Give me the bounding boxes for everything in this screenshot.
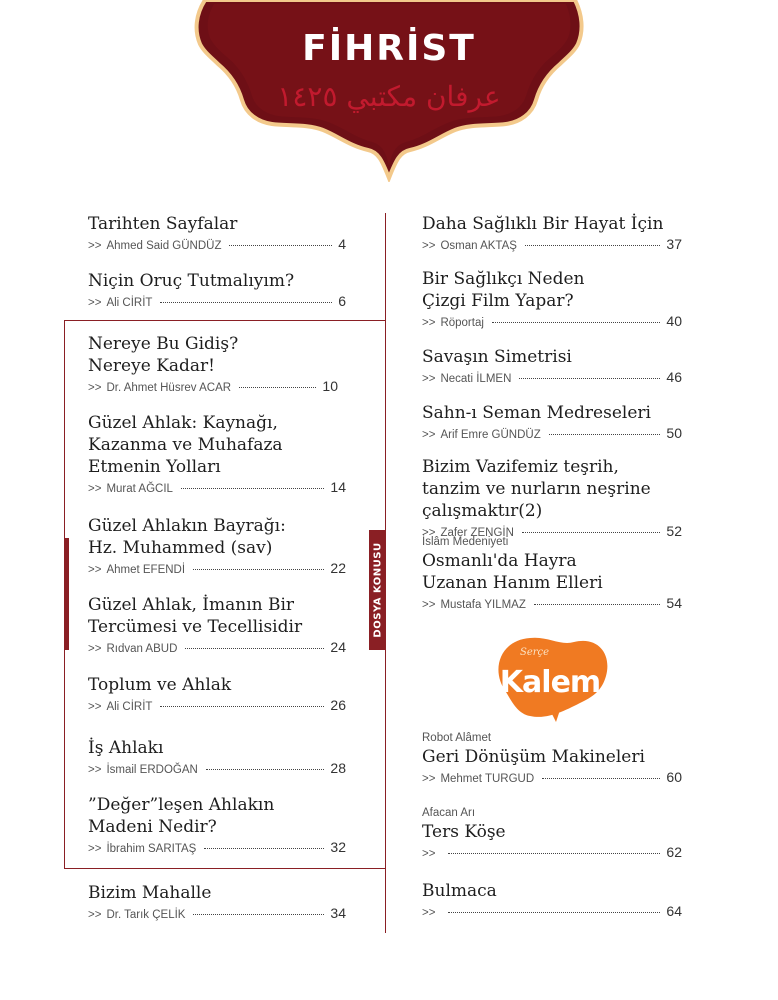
entry-title: Niçin Oruç Tutmalıyım? xyxy=(88,271,295,291)
dot-leader xyxy=(193,569,324,570)
arrow-marker: >> xyxy=(88,483,102,495)
entry-author: Osman AKTAŞ xyxy=(440,240,517,252)
dot-leader xyxy=(525,245,661,246)
entry-page: 46 xyxy=(666,369,682,385)
toc-entry[interactable] xyxy=(88,882,346,923)
dot-leader xyxy=(206,769,325,770)
dot-leader xyxy=(204,848,324,849)
toc-entry[interactable] xyxy=(88,794,346,857)
kalem-logo-text: Kalem xyxy=(499,665,601,700)
toc-entry[interactable] xyxy=(88,333,338,396)
toc-entry[interactable] xyxy=(88,674,346,715)
entry-category: Afacan Arı xyxy=(422,807,476,819)
entry-page: 37 xyxy=(666,236,682,252)
toc-entry[interactable] xyxy=(88,594,346,657)
entry-author: Zafer ZENGİN xyxy=(440,527,514,539)
entry-page: 50 xyxy=(666,425,682,441)
dot-leader xyxy=(492,322,661,323)
entry-author: Mustafa YILMAZ xyxy=(440,599,526,611)
dot-leader xyxy=(160,706,324,707)
toc-entry[interactable] xyxy=(422,213,682,254)
entry-page: 34 xyxy=(330,905,346,921)
dot-leader xyxy=(448,912,660,913)
entry-author: Ahmet EFENDİ xyxy=(106,564,186,576)
entry-page: 54 xyxy=(666,595,682,611)
arrow-marker: >> xyxy=(422,848,436,860)
arrow-marker: >> xyxy=(422,317,436,329)
page-title: FİHRİST xyxy=(302,28,476,69)
toc-entry[interactable] xyxy=(88,270,346,311)
entry-title: Toplum ve Ahlak xyxy=(88,675,232,695)
entry-title: Ters Köşe xyxy=(422,822,506,842)
entry-author: İsmail ERDOĞAN xyxy=(106,764,198,776)
frame-bottom-line xyxy=(64,868,386,869)
entry-page: 32 xyxy=(330,839,346,855)
toc-entry[interactable] xyxy=(422,346,682,387)
entry-title: Bizim Mahalle xyxy=(88,883,212,903)
logo-calligraphy: عرفان مكتبي ١٤٢٥ xyxy=(277,80,501,113)
entry-title: Güzel Ahlakın Bayrağı: Hz. Muhammed (sav) xyxy=(88,516,286,558)
arrow-marker: >> xyxy=(88,240,102,252)
arrow-marker: >> xyxy=(422,240,436,252)
entry-author: Murat AĞCIL xyxy=(106,483,173,495)
entry-title: ”Değer”leşen Ahlakın Madeni Nedir? xyxy=(88,795,275,837)
entry-title: Bizim Vazifemiz teşrih, tanzim ve nurların neşrine çalışmaktır(2) xyxy=(422,457,651,521)
arrow-marker: >> xyxy=(88,701,102,713)
arrow-marker: >> xyxy=(422,373,436,385)
entry-page: 60 xyxy=(666,769,682,785)
entry-category: İslâm Medeniyeti xyxy=(422,536,509,548)
dot-leader xyxy=(534,604,661,605)
entry-page: 52 xyxy=(666,523,682,539)
entry-author: Dr. Ahmet Hüsrev ACAR xyxy=(106,382,232,394)
arrow-marker: >> xyxy=(88,764,102,776)
entry-page: 40 xyxy=(666,313,682,329)
entry-author: Rıdvan ABUD xyxy=(106,643,178,655)
dot-leader xyxy=(193,914,324,915)
entry-author: Necati İLMEN xyxy=(440,373,512,385)
entry-page: 14 xyxy=(330,479,346,495)
dot-leader xyxy=(160,302,332,303)
entry-page: 22 xyxy=(330,560,346,576)
entry-title: Savaşın Simetrisi xyxy=(422,347,572,367)
entry-title: Nereye Bu Gidiş? Nereye Kadar! xyxy=(88,334,239,376)
entry-author: Ali CİRİT xyxy=(106,701,153,713)
dot-leader xyxy=(522,532,661,533)
entry-title: Sahn-ı Seman Medreseleri xyxy=(422,403,651,423)
dot-leader xyxy=(239,387,316,388)
entry-author: Mehmet TURGUD xyxy=(440,773,535,785)
kalem-logo-small-text: Serçe xyxy=(520,647,550,658)
toc-entry[interactable] xyxy=(422,536,682,613)
toc-entry[interactable] xyxy=(422,732,682,787)
arrow-marker: >> xyxy=(422,527,436,539)
entry-title: Osmanlı'da Hayra Uzanan Hanım Elleri xyxy=(422,551,603,593)
dot-leader xyxy=(542,778,660,779)
dot-leader xyxy=(229,245,332,246)
dot-leader xyxy=(181,488,325,489)
entry-page: 10 xyxy=(322,378,338,394)
arrow-marker: >> xyxy=(88,909,102,921)
toc-entry[interactable] xyxy=(422,402,682,443)
dossier-label: DOSYA KONUSU xyxy=(372,542,383,638)
arrow-marker: >> xyxy=(88,843,102,855)
toc-entry[interactable] xyxy=(422,880,682,921)
entry-author: İbrahim SARITAŞ xyxy=(106,843,197,855)
dot-leader xyxy=(549,434,661,435)
entry-title: Geri Dönüşüm Makineleri xyxy=(422,747,645,767)
frame-top-line xyxy=(64,320,386,321)
toc-entry[interactable] xyxy=(88,515,346,578)
entry-page: 64 xyxy=(666,903,682,919)
dot-leader xyxy=(448,853,660,854)
toc-entry[interactable] xyxy=(88,737,346,778)
entry-page: 6 xyxy=(338,293,346,309)
toc-entry[interactable] xyxy=(422,268,682,331)
entry-title: Güzel Ahlak: Kaynağı, Kazanma ve Muhafaza Etmenin Yolları xyxy=(88,413,283,477)
entry-author: Röportaj xyxy=(440,317,484,329)
toc-entry[interactable] xyxy=(422,807,682,862)
arrow-marker: >> xyxy=(88,564,102,576)
entry-author: Ahmed Said GÜNDÜZ xyxy=(106,240,222,252)
arrow-marker: >> xyxy=(88,643,102,655)
arrow-marker: >> xyxy=(88,297,102,309)
entry-page: 26 xyxy=(330,697,346,713)
arrow-marker: >> xyxy=(422,907,436,919)
entry-author: Ali CİRİT xyxy=(106,297,153,309)
entry-page: 62 xyxy=(666,844,682,860)
entry-title: Bir Sağlıkçı Neden Çizgi Film Yapar? xyxy=(422,269,585,311)
frame-left-tab xyxy=(64,538,69,650)
entry-title: Daha Sağlıklı Bir Hayat İçin xyxy=(422,214,664,234)
entry-author: Arif Emre GÜNDÜZ xyxy=(440,429,541,441)
toc-entry[interactable] xyxy=(88,412,346,497)
dot-leader xyxy=(519,378,660,379)
entry-title: Bulmaca xyxy=(422,881,497,901)
entry-page: 28 xyxy=(330,760,346,776)
arrow-marker: >> xyxy=(422,773,436,785)
arrow-marker: >> xyxy=(422,429,436,441)
toc-entry[interactable] xyxy=(422,456,682,541)
arrow-marker: >> xyxy=(88,382,102,394)
toc-entry[interactable] xyxy=(88,213,346,254)
arrow-marker: >> xyxy=(422,599,436,611)
entry-title: İş Ahlakı xyxy=(88,738,164,758)
entry-author: Dr. Tarık ÇELİK xyxy=(106,909,186,921)
entry-title: Tarihten Sayfalar xyxy=(88,214,238,234)
entry-page: 4 xyxy=(338,236,346,252)
entry-page: 24 xyxy=(330,639,346,655)
entry-title: Güzel Ahlak, İmanın Bir Tercümesi ve Tecellisidir xyxy=(88,595,303,637)
dot-leader xyxy=(185,648,324,649)
entry-category: Robot Alâmet xyxy=(422,732,492,744)
